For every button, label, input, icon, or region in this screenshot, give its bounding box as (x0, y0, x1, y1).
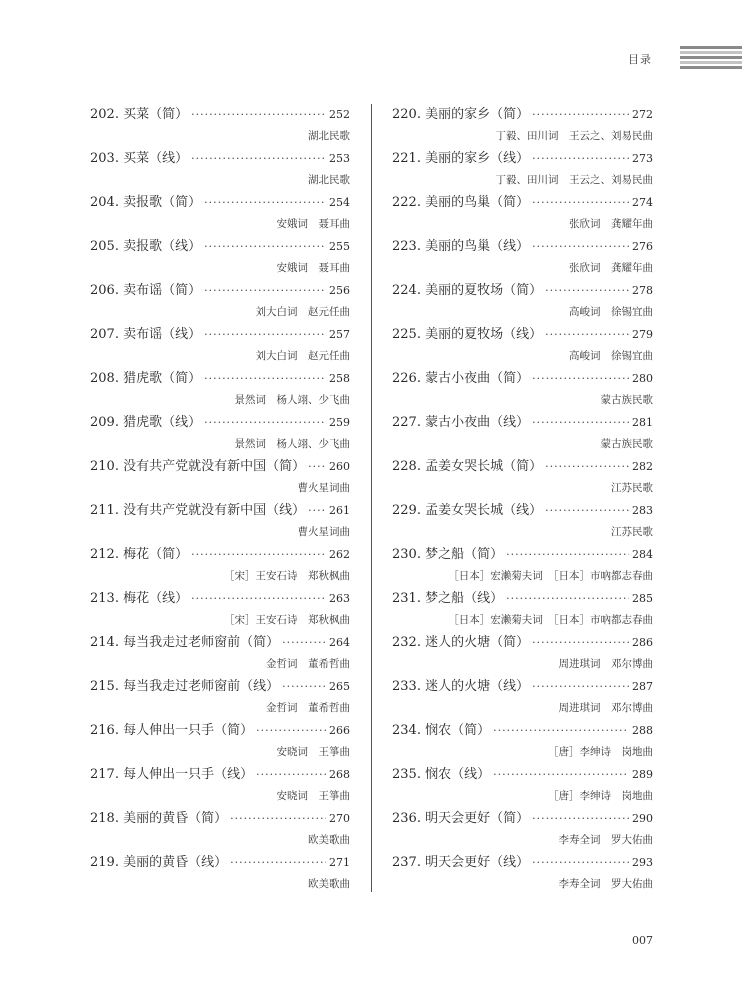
toc-entry-title: 219. 美丽的黄昏（线） (90, 855, 228, 870)
toc-entry[interactable] (392, 147, 653, 191)
toc-entry[interactable] (392, 587, 653, 631)
dot-leader (532, 636, 629, 649)
toc-entry-line (90, 367, 350, 389)
toc-entry-page: 266 (329, 724, 350, 737)
toc-entry-line (392, 587, 653, 609)
dot-leader (532, 416, 629, 429)
toc-entry-page: 278 (632, 284, 653, 297)
toc-entry-title: 224. 美丽的夏牧场（简） (392, 283, 543, 298)
toc-entry-title: 228. 孟姜女哭长城（简） (392, 459, 543, 474)
toc-entry-page: 258 (329, 372, 350, 385)
toc-entry-credit: 欧美歌曲 (308, 834, 350, 846)
toc-entry-credit: 刘大白词 赵元任曲 (255, 350, 350, 362)
toc-entry-credit: 丁毅、田川词 王云之、刘易民曲 (495, 130, 653, 142)
toc-entry-page: 272 (632, 108, 653, 121)
toc-entry-title: 206. 卖布谣（简） (90, 283, 202, 298)
toc-entry-title: 203. 买菜（线） (90, 151, 189, 166)
toc-entry-credit: 景然词 杨人翊、少飞曲 (234, 394, 350, 406)
toc-entry-title: 204. 卖报歌（简） (90, 195, 202, 210)
toc-entry-title: 211. 没有共产党就没有新中国（线） (90, 503, 306, 518)
toc-entry-page: 265 (329, 680, 350, 693)
toc-entry-line (392, 763, 653, 785)
toc-entry-title: 213. 梅花（线） (90, 591, 189, 606)
toc-entry[interactable] (392, 235, 653, 279)
toc-entry-line (90, 543, 350, 565)
toc-entry[interactable] (90, 367, 350, 411)
toc-entry-credit: 安晓词 王箏曲 (276, 790, 350, 802)
toc-entry-credit: 蒙古族民歌 (600, 394, 653, 406)
toc-entry[interactable] (90, 103, 350, 147)
toc-column-left (90, 103, 350, 895)
toc-entry-line (90, 587, 350, 609)
toc-entry-line (90, 455, 350, 477)
toc-entry[interactable] (392, 631, 653, 675)
toc-entry-line (392, 147, 653, 169)
toc-entry-line (392, 279, 653, 301)
toc-entry-credit: 李寿全词 罗大佑曲 (558, 878, 653, 890)
toc-entry-credit: ［日本］宏濑菊夫词 ［日本］市吶都志春曲 (448, 614, 653, 626)
toc-entry-line (392, 323, 653, 345)
toc-entry-page: 268 (329, 768, 350, 781)
toc-entry-credit: 高峻词 徐锡宜曲 (569, 350, 653, 362)
toc-entry-title: 215. 每当我走过老师窗前（线） (90, 679, 280, 694)
toc-entry-credit: 安娥词 聂耳曲 (276, 218, 350, 230)
toc-entry[interactable] (90, 587, 350, 631)
toc-entry-title: 223. 美丽的鸟巢（线） (392, 239, 530, 254)
toc-entry-line (90, 103, 350, 125)
toc-entry-credit: ［唐］李绅诗 岗地曲 (548, 746, 653, 758)
toc-entry-credit: 刘大白词 赵元任曲 (255, 306, 350, 318)
toc-entry-line (90, 763, 350, 785)
toc-entry[interactable] (392, 103, 653, 147)
toc-entry-credit: 曹火星词曲 (297, 526, 350, 538)
toc-entry-title: 225. 美丽的夏牧场（线） (392, 327, 543, 342)
toc-entry-page: 271 (329, 856, 350, 869)
dot-leader (493, 768, 629, 781)
toc-entry[interactable] (90, 543, 350, 587)
header-decoration (680, 46, 742, 71)
toc-entry-page: 270 (329, 812, 350, 825)
toc-entry-credit: 景然词 杨人翊、少飞曲 (234, 438, 350, 450)
toc-entry[interactable] (90, 807, 350, 851)
toc-entry-page: 282 (632, 460, 653, 473)
toc-entry-credit: 张欣词 龚耀年曲 (569, 262, 653, 274)
toc-entry-line (90, 191, 350, 213)
toc-entry-page: 279 (632, 328, 653, 341)
toc-entry[interactable] (392, 719, 653, 763)
dot-leader (545, 504, 629, 517)
dot-leader (532, 856, 629, 869)
toc-entry-line (392, 455, 653, 477)
dot-leader (532, 152, 629, 165)
toc-entry-title: 222. 美丽的鸟巢（简） (392, 195, 530, 210)
toc-entry-title: 230. 梦之船（简） (392, 547, 504, 562)
dot-leader (545, 460, 629, 473)
dot-leader (204, 328, 326, 341)
toc-entry-line (90, 719, 350, 741)
toc-entry-title: 216. 每人伸出一只手（简） (90, 723, 254, 738)
dot-leader (532, 372, 629, 385)
toc-entry-line (90, 235, 350, 257)
dot-leader (545, 284, 629, 297)
toc-entry-page: 261 (329, 504, 350, 517)
dot-leader (308, 504, 326, 517)
toc-entry-credit: 安晓词 王箏曲 (276, 746, 350, 758)
dot-leader (308, 460, 326, 473)
toc-entry-credit: 江苏民歌 (611, 526, 653, 538)
dot-leader (191, 108, 326, 121)
toc-column-right (392, 103, 653, 895)
toc-entry-page: 259 (329, 416, 350, 429)
toc-entry-title: 207. 卖布谣（线） (90, 327, 202, 342)
toc-entry-credit: 张欣词 龚耀年曲 (569, 218, 653, 230)
toc-entry-page: 289 (632, 768, 653, 781)
dot-leader (506, 548, 629, 561)
toc-entry-page: 253 (329, 152, 350, 165)
dot-leader (532, 240, 629, 253)
toc-entry-page: 287 (632, 680, 653, 693)
toc-entry-credit: ［宋］王安石诗 郑秋枫曲 (224, 614, 350, 626)
toc-entry-page: 288 (632, 724, 653, 737)
toc-entry[interactable] (392, 807, 653, 851)
toc-entry-page: 254 (329, 196, 350, 209)
toc-entry-page: 280 (632, 372, 653, 385)
toc-entry[interactable] (392, 191, 653, 235)
toc-entry[interactable] (392, 455, 653, 499)
toc-entry-title: 218. 美丽的黄昏（简） (90, 811, 228, 826)
dot-leader (256, 724, 326, 737)
dot-leader (204, 284, 326, 297)
toc-entry-credit: 金哲词 董希哲曲 (266, 702, 350, 714)
toc-entry-title: 212. 梅花（简） (90, 547, 189, 562)
toc-entry-page: 286 (632, 636, 653, 649)
dot-leader (191, 592, 326, 605)
header-title: 目录 (628, 53, 652, 66)
toc-entry[interactable] (90, 455, 350, 499)
dot-leader (493, 724, 629, 737)
dot-leader (532, 108, 629, 121)
toc-entry-title: 210. 没有共产党就没有新中国（简） (90, 459, 306, 474)
toc-entry-credit: 蒙古族民歌 (600, 438, 653, 450)
dot-leader (256, 768, 326, 781)
dot-leader (282, 636, 326, 649)
toc-entry-credit: 安娥词 聂耳曲 (276, 262, 350, 274)
dot-leader (532, 812, 629, 825)
toc-entry-credit: 江苏民歌 (611, 482, 653, 494)
toc-entry[interactable] (90, 675, 350, 719)
toc-entry-line (90, 147, 350, 169)
toc-entry-page: 285 (632, 592, 653, 605)
toc-entry-credit: ［日本］宏濑菊夫词 ［日本］市吶都志春曲 (448, 570, 653, 582)
toc-entry-title: 205. 卖报歌（线） (90, 239, 202, 254)
toc-entry-page: 283 (632, 504, 653, 517)
page-number: 007 (632, 934, 653, 947)
toc-entry-title: 208. 猎虎歌（简） (90, 371, 202, 386)
toc-entry-page: 276 (632, 240, 653, 253)
toc-entry-credit: 金哲词 董希哲曲 (266, 658, 350, 670)
toc-entry-page: 290 (632, 812, 653, 825)
toc-entry-line (90, 323, 350, 345)
toc-entry-line (392, 191, 653, 213)
dot-leader (191, 152, 326, 165)
toc-entry-credit: ［唐］李绅诗 岗地曲 (548, 790, 653, 802)
toc-entry-title: 231. 梦之船（线） (392, 591, 504, 606)
toc-entry-line (392, 719, 653, 741)
toc-entry-credit: 高峻词 徐锡宜曲 (569, 306, 653, 318)
toc-entry-page: 264 (329, 636, 350, 649)
dot-leader (532, 680, 629, 693)
toc-entry-title: 209. 猎虎歌（线） (90, 415, 202, 430)
toc-entry-line (90, 807, 350, 829)
toc-entry[interactable] (90, 147, 350, 191)
toc-entry-title: 235. 悯农（线） (392, 767, 491, 782)
toc-entry-line (392, 675, 653, 697)
toc-entry-page: 257 (329, 328, 350, 341)
toc-entry-title: 217. 每人伸出一只手（线） (90, 767, 254, 782)
toc-entry[interactable] (90, 235, 350, 279)
dot-leader (230, 812, 326, 825)
toc-entry-title: 226. 蒙古小夜曲（简） (392, 371, 530, 386)
toc-entry-page: 255 (329, 240, 350, 253)
toc-entry-credit: 曹火星词曲 (297, 482, 350, 494)
toc-entry-title: 236. 明天会更好（简） (392, 811, 530, 826)
toc-entry-credit: 周进琪词 邓尔博曲 (558, 658, 653, 670)
toc-entry[interactable] (392, 851, 653, 895)
toc-entry[interactable] (392, 279, 653, 323)
toc-entry-page: 293 (632, 856, 653, 869)
toc-entry-line (392, 367, 653, 389)
toc-entry-page: 260 (329, 460, 350, 473)
toc-entry[interactable] (392, 367, 653, 411)
toc-entry-line (392, 543, 653, 565)
dot-leader (204, 416, 326, 429)
toc-entry-line (90, 851, 350, 873)
toc-entry-credit: ［宋］王安石诗 郑秋枫曲 (224, 570, 350, 582)
toc-entry-title: 220. 美丽的家乡（简） (392, 107, 530, 122)
column-divider (371, 104, 372, 892)
toc-entry-title: 237. 明天会更好（线） (392, 855, 530, 870)
toc-entry-page: 252 (329, 108, 350, 121)
toc-entry-credit: 李寿全词 罗大佑曲 (558, 834, 653, 846)
toc-entry-title: 233. 迷人的火塘（线） (392, 679, 530, 694)
toc-entry-credit: 周进琪词 邓尔博曲 (558, 702, 653, 714)
toc-entry[interactable] (392, 763, 653, 807)
toc-entry-credit: 湖北民歌 (308, 174, 350, 186)
toc-entry-page: 262 (329, 548, 350, 561)
toc-entry[interactable] (392, 499, 653, 543)
toc-entry-page: 273 (632, 152, 653, 165)
toc-entry[interactable] (90, 763, 350, 807)
toc-entry-line (392, 631, 653, 653)
toc-entry-title: 202. 买菜（简） (90, 107, 189, 122)
toc-entry-title: 214. 每当我走过老师窗前（简） (90, 635, 280, 650)
toc-entry[interactable] (90, 719, 350, 763)
toc-entry-credit: 欧美歌曲 (308, 878, 350, 890)
toc-entry[interactable] (90, 411, 350, 455)
toc-entry-line (90, 675, 350, 697)
toc-entry-line (392, 807, 653, 829)
toc-entry-line (392, 103, 653, 125)
toc-entry-line (392, 411, 653, 433)
toc-entry-page: 256 (329, 284, 350, 297)
toc-entry[interactable] (392, 411, 653, 455)
dot-leader (191, 548, 326, 561)
toc-entry-title: 227. 蒙古小夜曲（线） (392, 415, 530, 430)
dot-leader (545, 328, 629, 341)
toc-entry-page: 263 (329, 592, 350, 605)
toc-entry-page: 281 (632, 416, 653, 429)
toc-entry-line (90, 279, 350, 301)
dot-leader (506, 592, 629, 605)
toc-entry[interactable] (90, 323, 350, 367)
dot-leader (230, 856, 326, 869)
toc-entry[interactable] (90, 499, 350, 543)
toc-entry[interactable] (392, 675, 653, 719)
dot-leader (532, 196, 629, 209)
toc-entry-title: 234. 悯农（简） (392, 723, 491, 738)
dot-leader (282, 680, 326, 693)
toc-entry-line (392, 499, 653, 521)
toc-entry-credit: 湖北民歌 (308, 130, 350, 142)
toc-entry[interactable] (90, 631, 350, 675)
dot-leader (204, 240, 326, 253)
toc-entry-title: 229. 孟姜女哭长城（线） (392, 503, 543, 518)
dot-leader (204, 196, 326, 209)
dot-leader (204, 372, 326, 385)
toc-entry-page: 274 (632, 196, 653, 209)
toc-entry-line (392, 235, 653, 257)
toc-entry[interactable] (392, 323, 653, 367)
toc-entry-line (90, 499, 350, 521)
toc-entry-page: 284 (632, 548, 653, 561)
toc-entry[interactable] (90, 851, 350, 895)
toc-entry-line (392, 851, 653, 873)
toc-entry[interactable] (90, 191, 350, 235)
toc-entry[interactable] (90, 279, 350, 323)
toc-entry-credit: 丁毅、田川词 王云之、刘易民曲 (495, 174, 653, 186)
toc-entry[interactable] (392, 543, 653, 587)
toc-entry-line (90, 411, 350, 433)
toc-entry-title: 232. 迷人的火塘（简） (392, 635, 530, 650)
toc-entry-line (90, 631, 350, 653)
toc-entry-title: 221. 美丽的家乡（线） (392, 151, 530, 166)
